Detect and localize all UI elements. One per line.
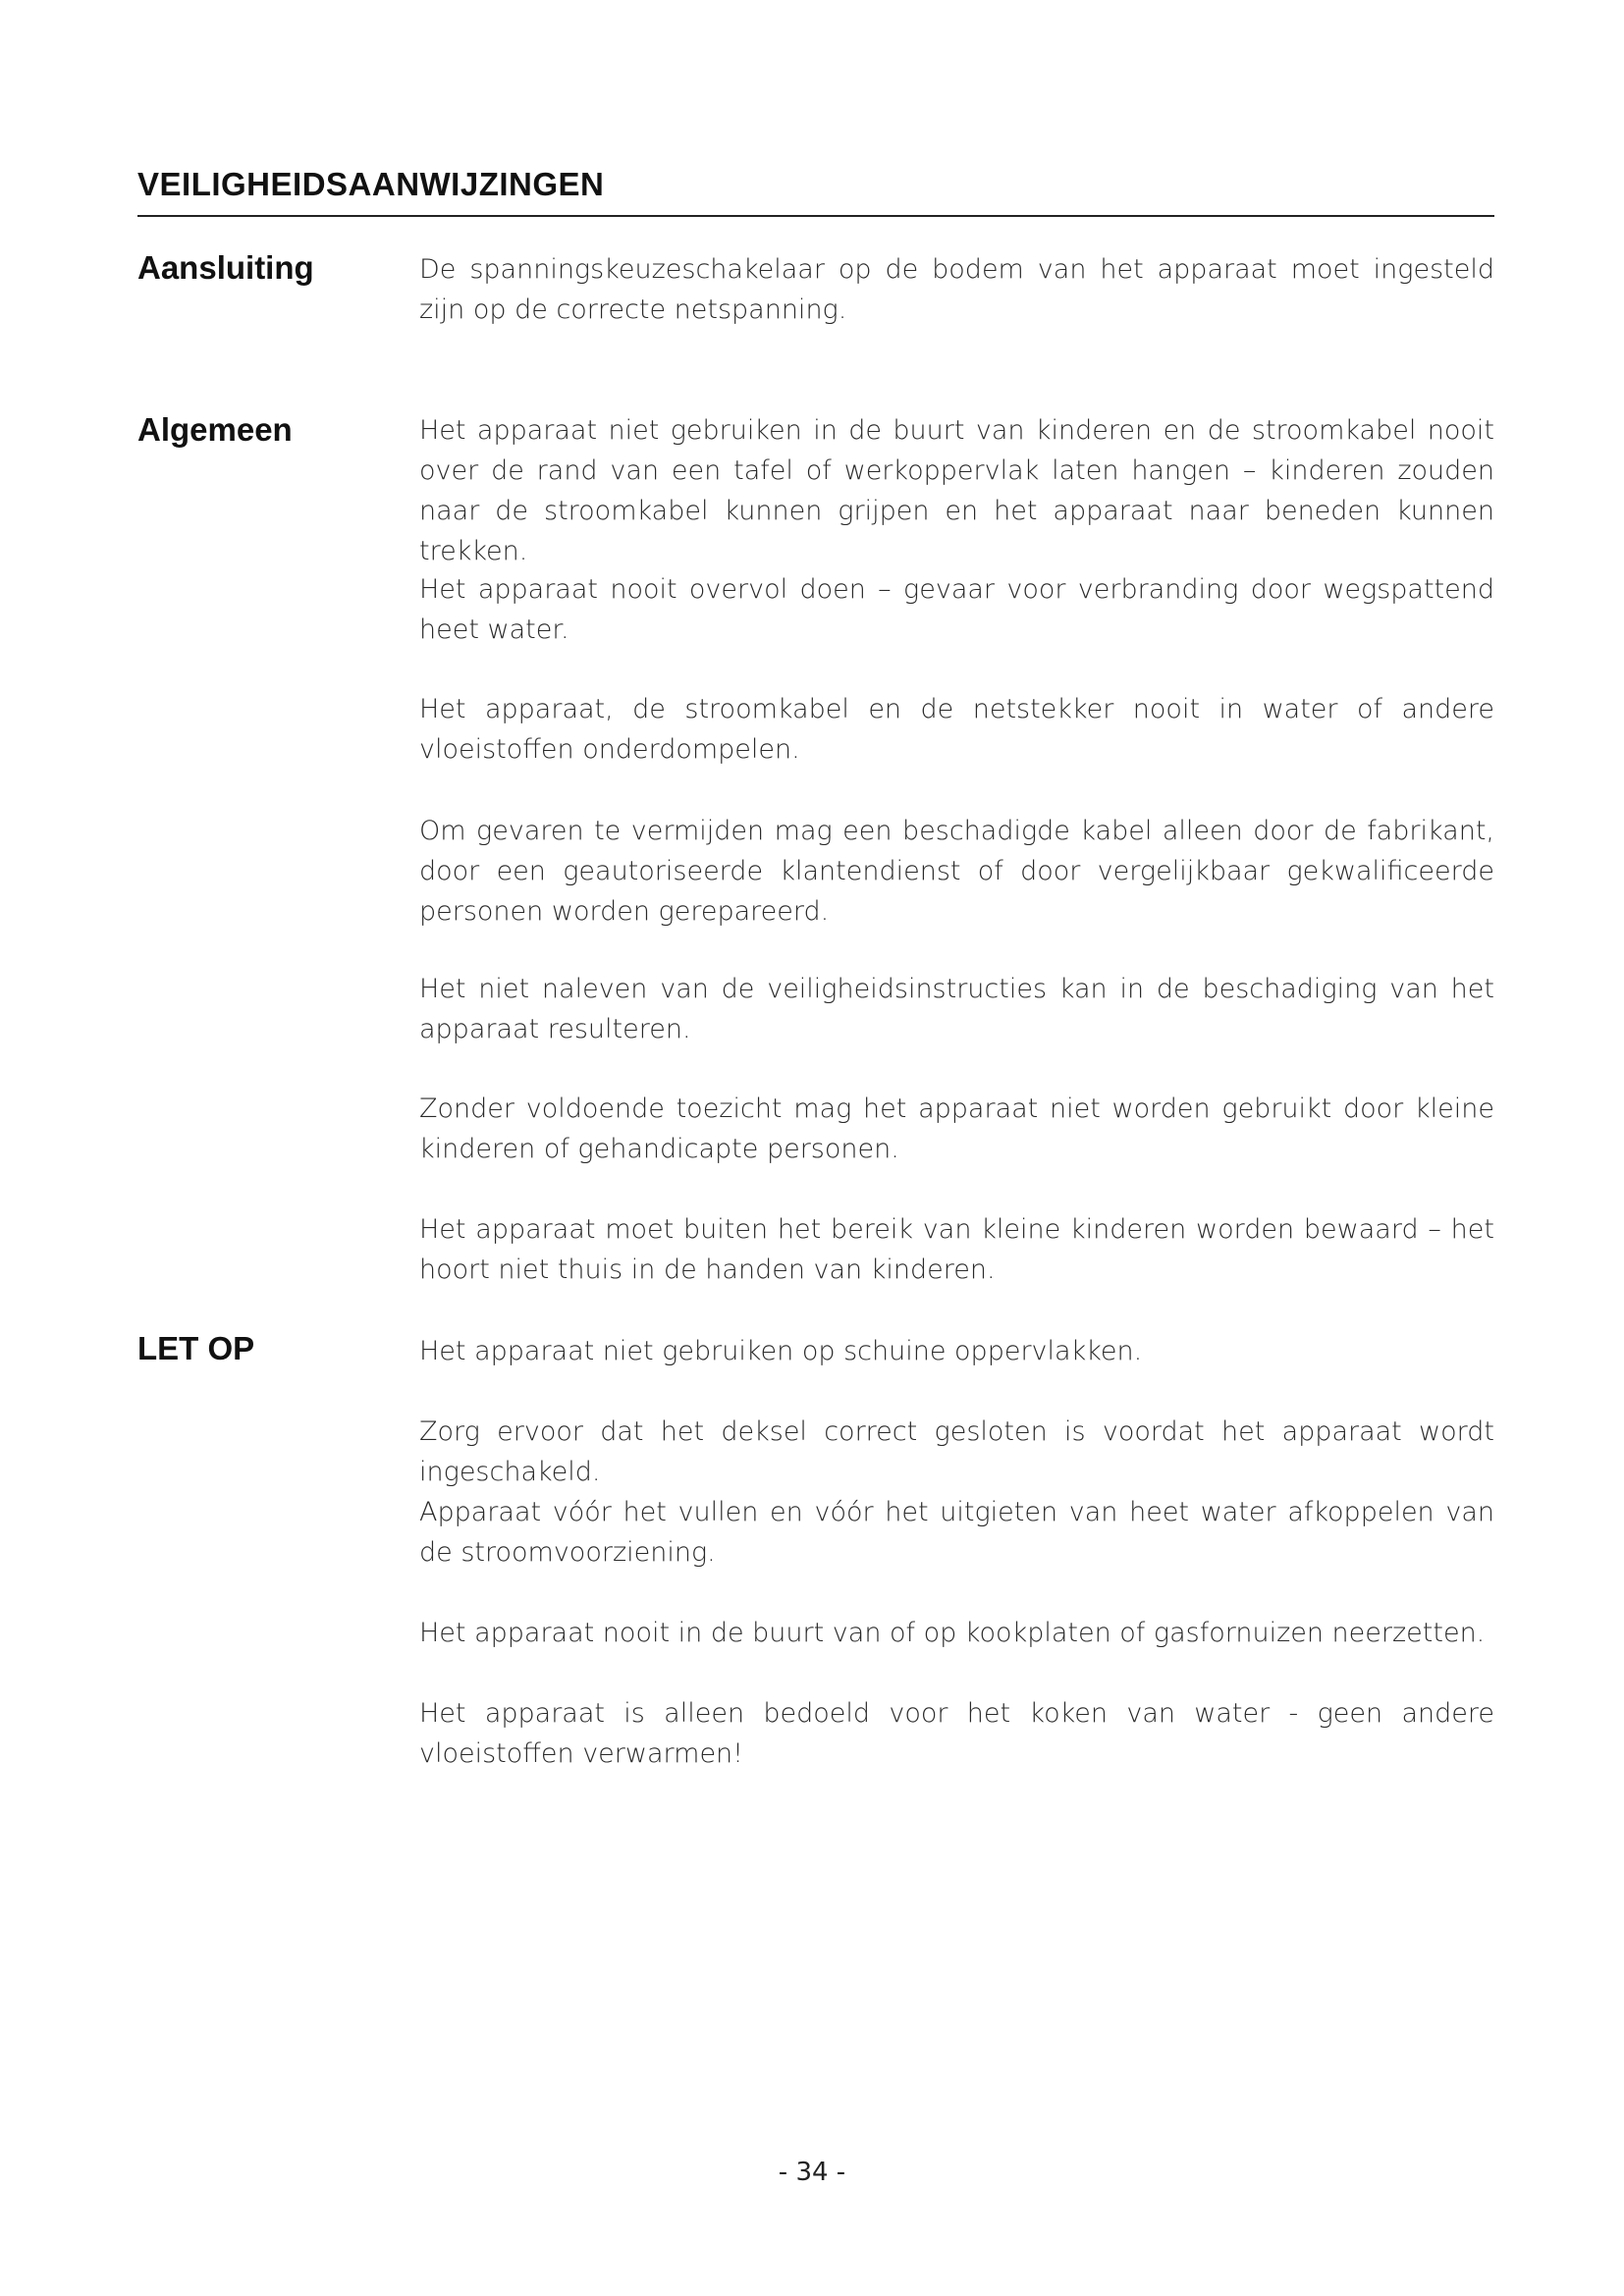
paragraph: Het apparaat niet gebruiken op schuine oppervlakken.	[419, 1336, 1143, 1366]
paragraph: Het apparaat is alleen bedoeld voor het koken van water - geen andere vloeistoffen verwarmen!	[419, 1698, 1494, 1769]
paragraph: Het apparaat moet buiten het bereik van kleine kinderen worden bewaard – het hoort niet thuis in de handen van kinderen.	[419, 1214, 1494, 1285]
paragraph: Apparaat vóór het vullen en vóór het uitgieten van heet water afkoppelen van de stroomvoorziening.	[419, 1497, 1494, 1568]
paragraph: Het apparaat nooit in de buurt van of op kookplaten of gasfornuizen neerzetten.	[419, 1618, 1486, 1648]
paragraph: Het niet naleven van de veiligheidsinstructies kan in de beschadiging van het apparaat resulteren.	[419, 974, 1494, 1044]
paragraph: Zonder voldoende toezicht mag het apparaat niet worden gebruikt door kleine kinderen of gehandicapte personen.	[419, 1094, 1494, 1164]
page-title: VEILIGHEIDSAANWIJZINGEN	[137, 166, 605, 202]
paragraph: Het apparaat, de stroomkabel en de netstekker nooit in water of andere vloeistoffen onderdompelen.	[419, 694, 1494, 765]
section-label-aansluiting: Aansluiting	[137, 249, 314, 286]
section-label-algemeen: Algemeen	[137, 411, 293, 448]
page-number: - 34 -	[778, 2158, 846, 2187]
paragraph: Om gevaren te vermijden mag een beschadigde kabel alleen door de fabrikant, door een geautoriseerde klantendienst of door vergelijkbaar gekwalificeerde personen worden gerepareerd.	[419, 816, 1494, 927]
section-label-let-op: LET OP	[137, 1330, 255, 1366]
paragraph: Het apparaat niet gebruiken in de buurt van kinderen en de stroomkabel nooit over de rand van een tafel of werkoppervlak laten hangen – kinderen zouden naar de stroomkabel kunnen grijpen en het apparaat naar beneden kunnen trekken.	[419, 415, 1494, 566]
title-divider	[137, 215, 1494, 217]
paragraph: Zorg ervoor dat het deksel correct gesloten is voordat het apparaat wordt ingeschakeld.	[419, 1416, 1494, 1487]
paragraph: Het apparaat nooit overvol doen – gevaar voor verbranding door wegspattend heet water.	[419, 574, 1494, 645]
paragraph: De spanningskeuzeschakelaar op de bodem van het apparaat moet ingesteld zijn op de correcte netspanning.	[419, 254, 1494, 325]
